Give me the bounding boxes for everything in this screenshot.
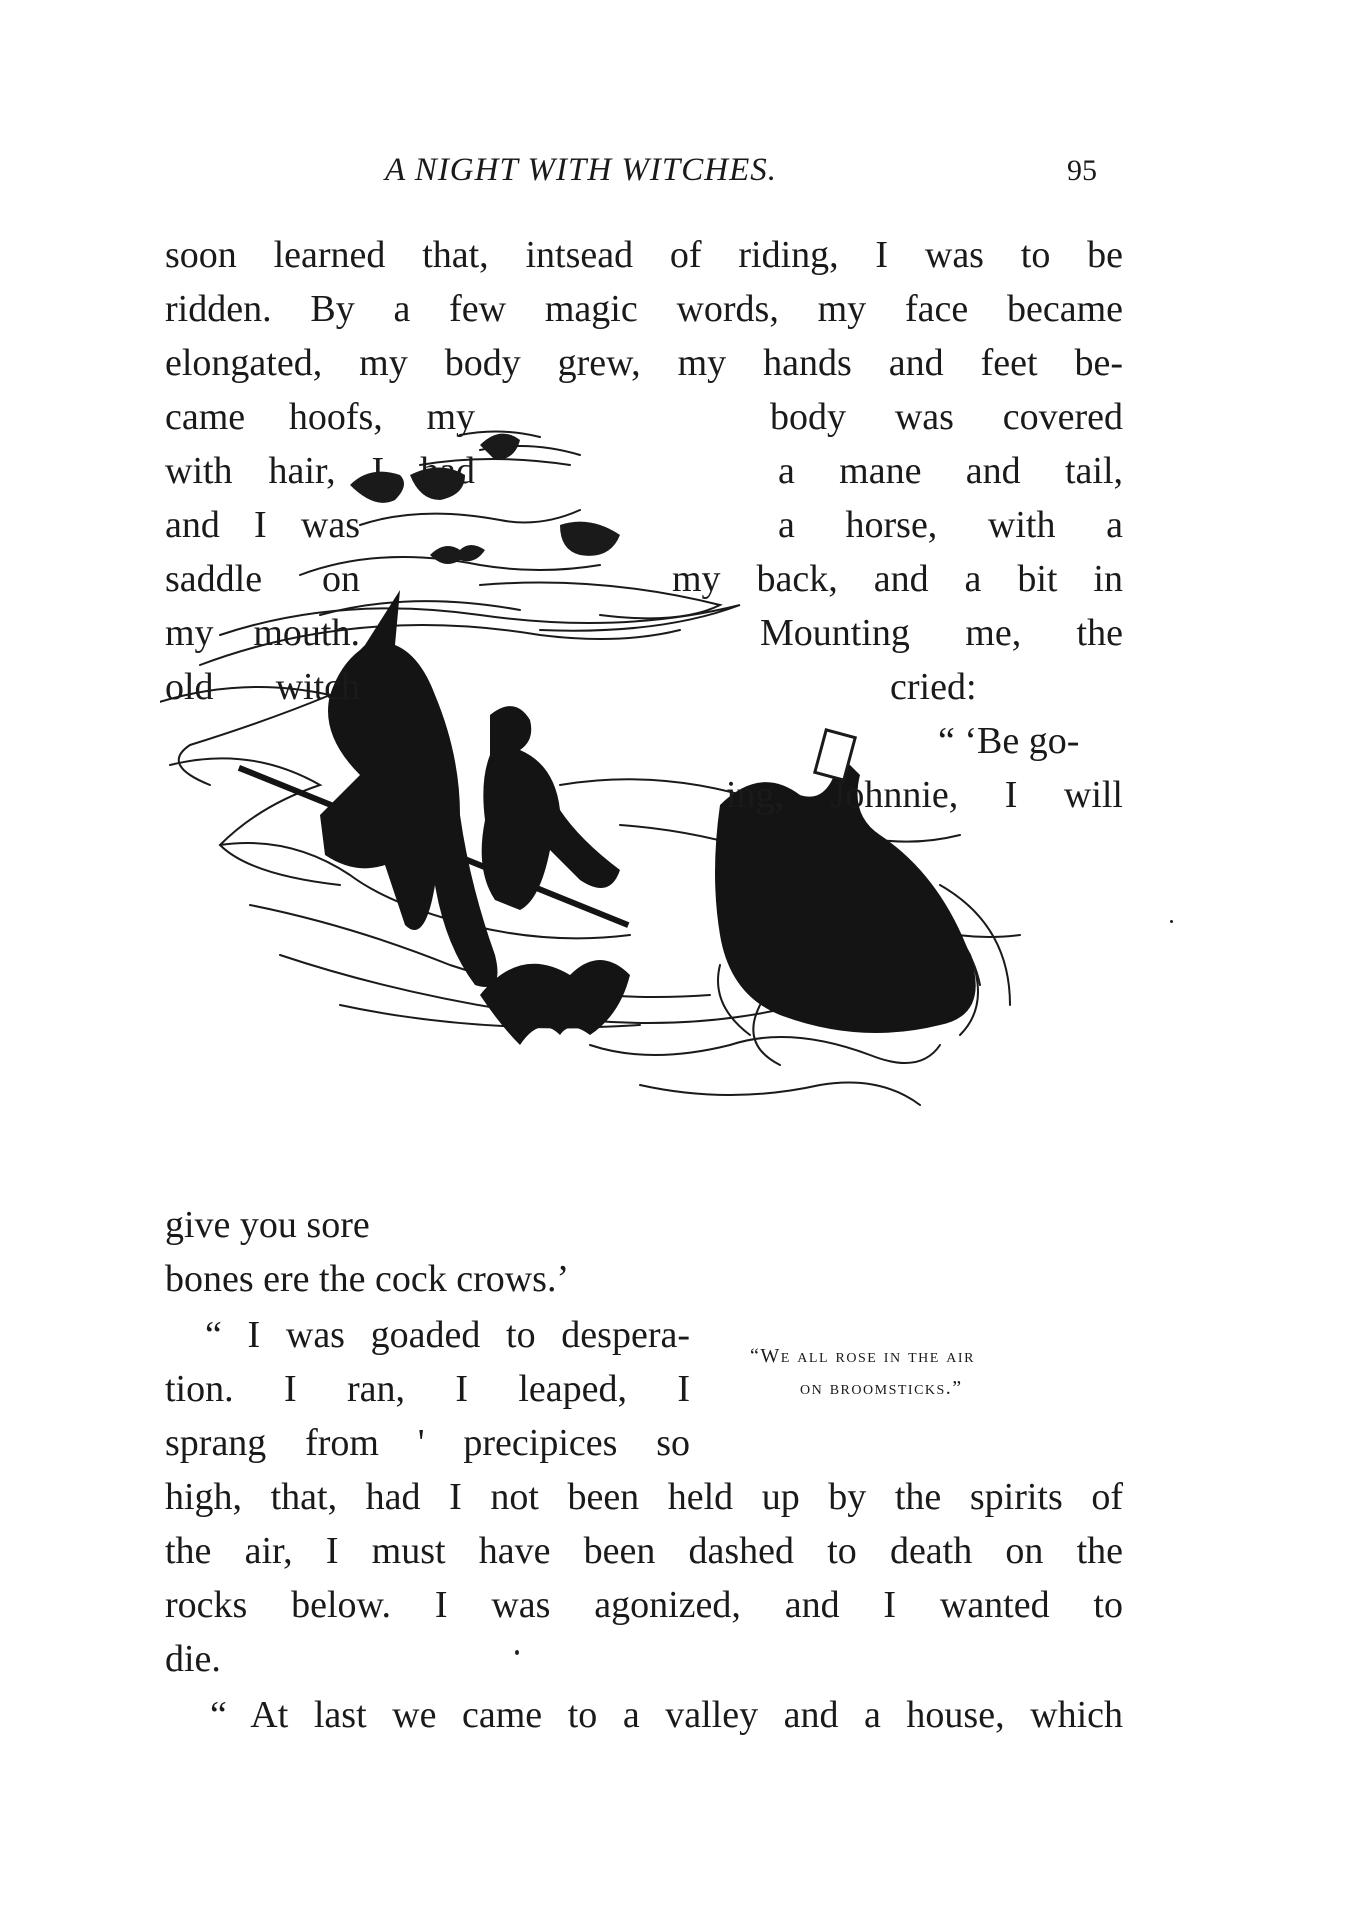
- running-title: A NIGHT WITH WITCHES.: [385, 152, 777, 188]
- illustration-caption-line1: “We all rose in the air: [750, 1345, 975, 1367]
- body-line: saddle on: [165, 558, 360, 600]
- body-line: my back, and a bit in: [672, 558, 1123, 600]
- body-line: cried:: [890, 666, 977, 708]
- page-number: 95: [1067, 154, 1097, 187]
- body-line: “ ‘Be go-: [938, 720, 1080, 762]
- johnnie-silhouette: [482, 706, 620, 910]
- illustration-caption-line2: on broomsticks.”: [800, 1377, 963, 1399]
- body-line: elongated, my body grew, my hands and feet be-: [165, 342, 1123, 384]
- body-line: with hair, I had: [165, 450, 475, 492]
- body-line: a horse, with a: [778, 504, 1123, 546]
- body-line: rocks below. I was agonized, and I wanted to: [165, 1584, 1123, 1626]
- print-speck: [1170, 920, 1173, 923]
- body-line: sprang from ' precipices so: [165, 1422, 690, 1464]
- body-line: ing, Johnnie, I will: [726, 774, 1123, 816]
- body-line: tion. I ran, I leaped, I: [165, 1368, 690, 1410]
- body-line: body was covered: [770, 396, 1123, 438]
- body-line: “ At last we came to a valley and a house, which: [210, 1694, 1123, 1736]
- small-bat: [430, 545, 485, 564]
- print-speck: [515, 1650, 519, 1655]
- body-line: high, that, had I not been held up by the spirits of: [165, 1476, 1123, 1518]
- wind-stroke: [640, 1083, 920, 1106]
- body-line: and I was: [165, 504, 360, 546]
- body-line: soon learned that, intsead of riding, I was to be: [165, 234, 1123, 276]
- distant-witches: [480, 434, 520, 460]
- body-line: a mane and tail,: [778, 450, 1123, 492]
- body-line: old witch: [165, 666, 360, 708]
- bat-silhouette: [480, 960, 630, 1045]
- body-line: came hoofs, my: [165, 396, 475, 438]
- distant-witches: [560, 522, 620, 556]
- body-line: bones ere the cock crows.’: [165, 1258, 570, 1300]
- body-line: die.: [165, 1638, 221, 1680]
- body-line: the air, I must have been dashed to death on the: [165, 1530, 1123, 1572]
- body-line: “ I was goaded to despera-: [205, 1314, 690, 1356]
- body-line: ridden. By a few magic words, my face became: [165, 288, 1123, 330]
- body-line: give you sore: [165, 1204, 370, 1246]
- wind-stroke: [590, 1037, 940, 1063]
- body-line: my mouth.: [165, 612, 360, 654]
- wind-stroke: [360, 510, 580, 525]
- body-line: Mounting me, the: [760, 612, 1123, 654]
